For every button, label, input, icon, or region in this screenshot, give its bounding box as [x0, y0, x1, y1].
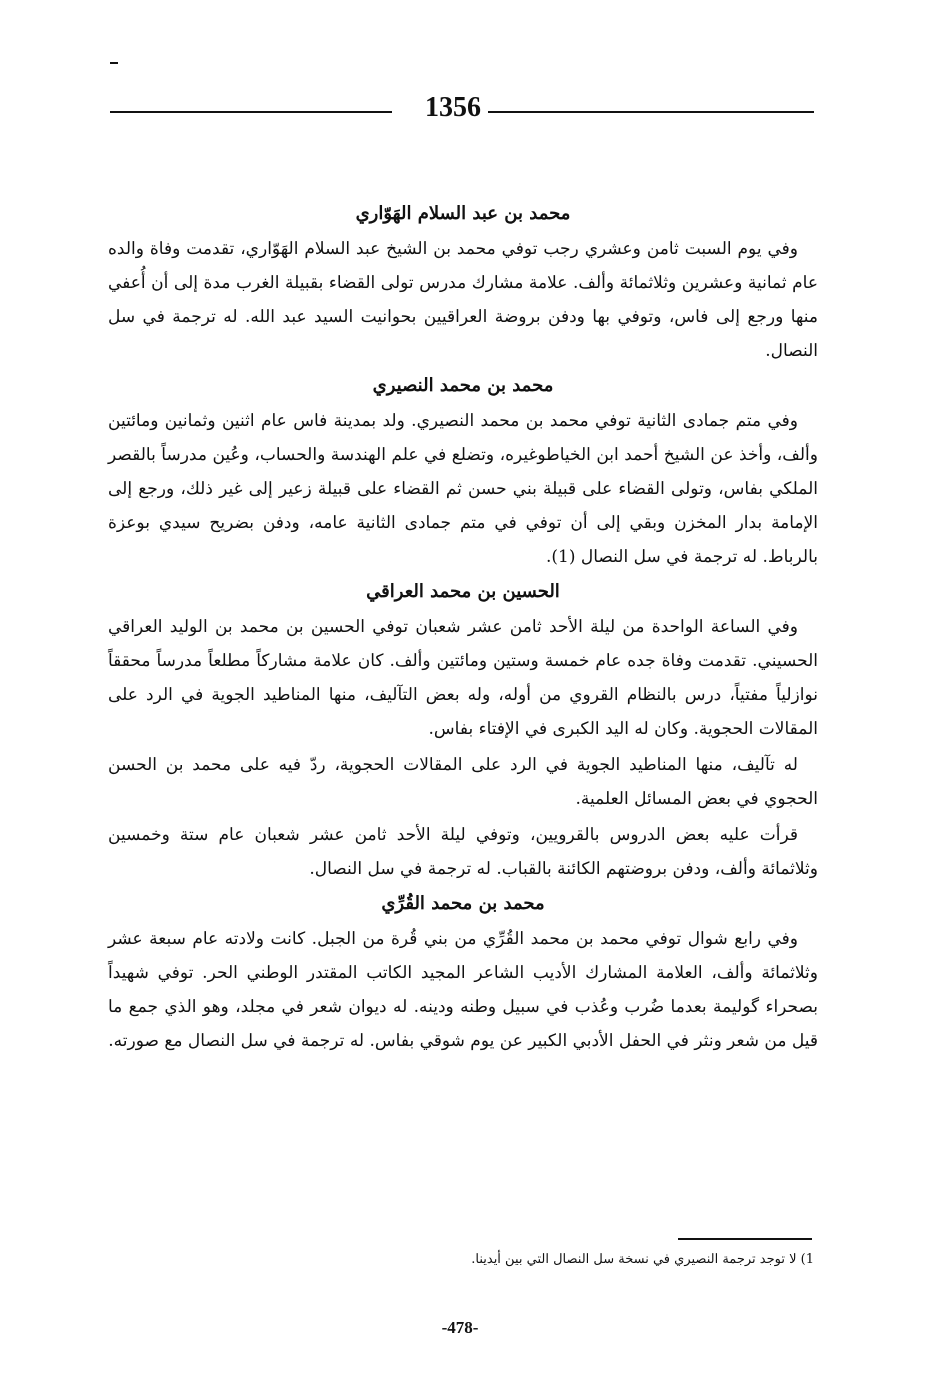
entry-paragraph: له تآليف، منها المناطيد الجوية في الرد على المقالات الحجوية، ردّ فيه على محمد بن الحسن الحجوي في بعض المسائل العلمية.: [108, 755, 818, 809]
footnote-rule: [678, 1238, 812, 1240]
entry-paragraph: وفي رابع شوال توفي محمد بن محمد القُرِّي من بني قُرة من الجبل. كانت ولادته عام سبعة عشر وثلاثمائة وألف، العلامة المشارك الأديب الشاعر المجيد الكاتب المقتدر الوطني الحر. توفي شهيداً بصحراء گوليمة بعدما ضُرب وعُذب في سبيل وطنه ودينه. له ديوان شعر في مجلد، وهو الذي جمع ما قيل من شعر ونثر في الحفل الأدبي الكبير عن يوم شوقي بفاس. له ترجمة في سل النصال مع صورته.: [108, 929, 818, 1051]
footer-page-number: -478-: [441, 1318, 479, 1337]
entry-paragraph: قرأت عليه بعض الدروس بالقرويين، وتوفي ليلة الأحد ثامن عشر شعبان عام ستة وخمسين وثلاثمائة وألف، ودفن بروضتهم الكائنة بالقباب. له ترجمة في سل النصال.: [108, 825, 818, 879]
entry-qurri: [108, 886, 818, 1058]
entry-title: الحسين بن محمد العراقي: [366, 581, 560, 602]
page-body: [108, 196, 818, 1058]
entry-paragraph: وفي يوم السبت ثامن وعشري رجب توفي محمد بن الشيخ عبد السلام الهَوّاري، تقدمت وفاة والده عام ثمانية وعشرين وثلاثمائة وألف. علامة مشارك مدرس تولى القضاء بقبيلة الغرب مدة إلى أن أُعفي منها ورجع إلى فاس، وتوفي بها ودفن بروضة العراقيين بحوانيت السيد عبد الله. له ترجمة في سل النصال.: [108, 239, 818, 361]
entry-iraqi: [108, 574, 818, 886]
entry-nasiri: [108, 368, 818, 574]
entry-hawwari: [108, 196, 818, 368]
header-rule-right: [488, 111, 814, 113]
page-header: [110, 90, 814, 130]
entry-title: محمد بن عبد السلام الهَوّاري: [355, 203, 571, 224]
footnote: 1) لا توجد ترجمة النصيري في نسخة سل النصال التي بين أيدينا.: [471, 1252, 814, 1267]
entry-title: محمد بن محمد القُرِّي: [381, 893, 545, 914]
stray-mark: [110, 62, 118, 64]
entry-paragraph: وفي متم جمادى الثانية توفي محمد بن محمد النصيري. ولد بمدينة فاس عام اثنين وثمانين ومائتين وألف، وأخذ عن الشيخ أحمد ابن الخياطوغيره، وتضلع في علم الهندسة والحساب، وعُين مدرساً بالقصر الملكي بفاس، وتولى القضاء على قبيلة بني حسن ثم القضاء على قبيلة زعير إلى غير ذلك، ورجع إلى الإمامة بدار المخزن وبقي إلى أن توفي في متم جمادى الثانية عامه، ودفن بضريح سيدي بوعزة بالرباط. له ترجمة في سل النصال (1).: [108, 411, 818, 567]
header-page-number: 1356: [425, 92, 481, 123]
entry-paragraph: وفي الساعة الواحدة من ليلة الأحد ثامن عشر شعبان توفي الحسين بن محمد بن الوليد العراقي الحسيني. تقدمت وفاة جده عام خمسة وستين ومائتين وألف. كان علامة مشاركاً مطلعاً مدرساً محققاً نوازلياً مفتياً، درس بالنظام القروي من أوله، وله بعض التآليف، منها المناطيد الجوية في الرد على المقالات الحجوية. وكان له اليد الكبرى في الإفتاء بفاس.: [108, 617, 818, 739]
header-rule-left: [110, 111, 392, 113]
entry-title: محمد بن محمد النصيري: [372, 375, 554, 396]
